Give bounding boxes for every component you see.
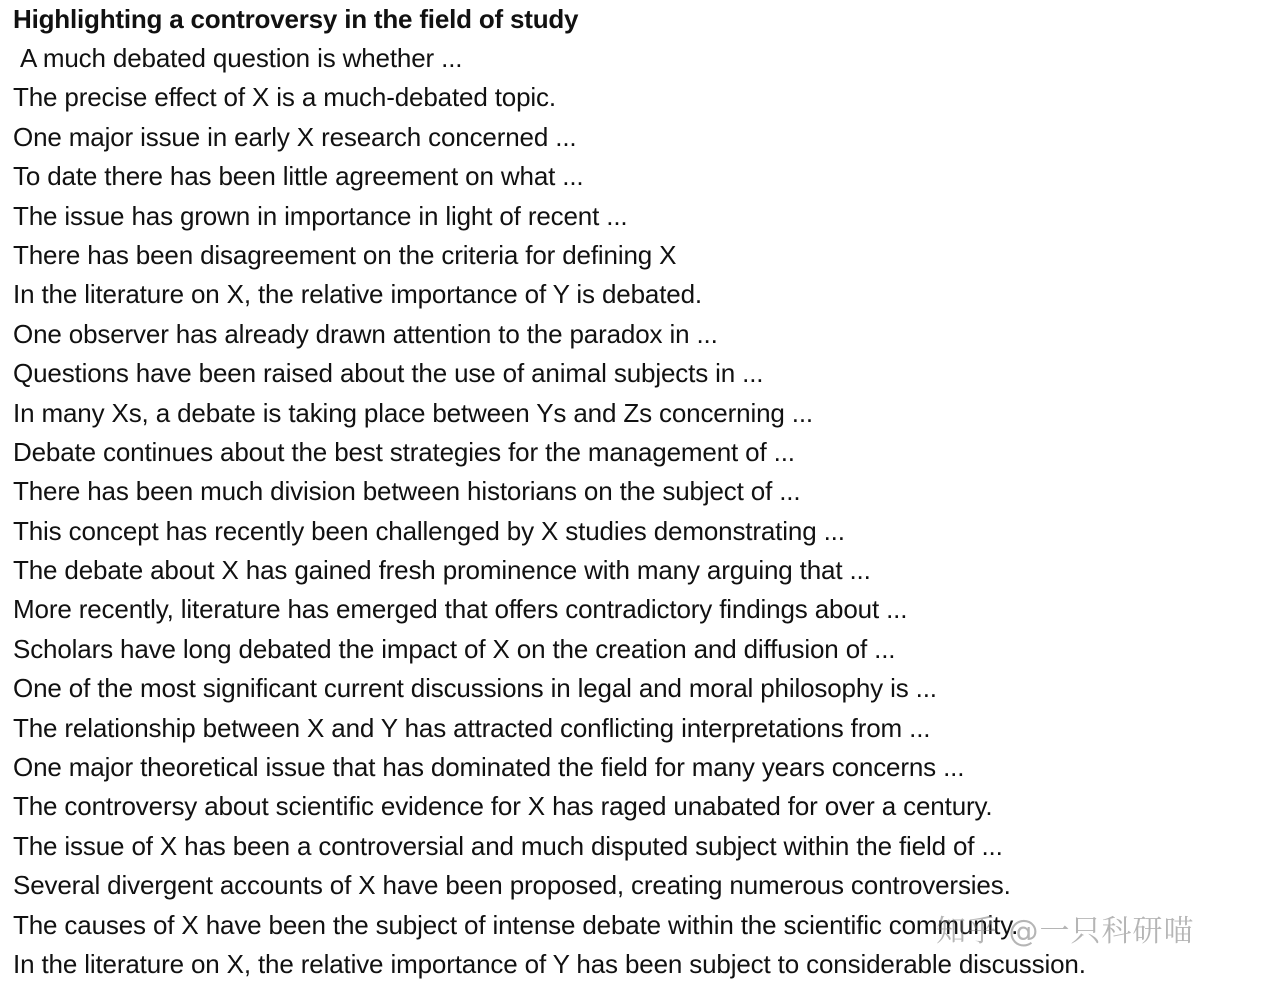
phrase-line: The causes of X have been the subject of intense debate within the scientific community.	[13, 909, 1019, 940]
phrase-line: Scholars have long debated the impact of X on the creation and diffusion of ...	[13, 633, 896, 664]
phrase-line: The issue of X has been a controversial and much disputed subject within the field of ...	[13, 830, 1003, 861]
document-body	[13, 0, 1273, 984]
phrase-line: In the literature on X, the relative importance of Y has been subject to considerable discussion.	[13, 948, 1086, 979]
phrase-line: Several divergent accounts of X have been proposed, creating numerous controversies.	[13, 870, 1011, 901]
phrase-line: More recently, literature has emerged that offers contradictory findings about ...	[13, 594, 908, 625]
phrase-line: The relationship between X and Y has attracted conflicting interpretations from ...	[13, 712, 931, 743]
phrase-line: In the literature on X, the relative importance of Y is debated.	[13, 279, 702, 310]
phrase-line: Debate continues about the best strategies for the management of ...	[13, 436, 795, 467]
phrase-line: One major theoretical issue that has dominated the field for many years concerns ...	[13, 752, 965, 783]
phrase-line: In many Xs, a debate is taking place between Ys and Zs concerning ...	[13, 397, 813, 428]
phrase-line: The precise effect of X is a much-debated topic.	[13, 82, 556, 113]
phrase-line: This concept has recently been challenged by X studies demonstrating ...	[13, 515, 845, 546]
phrase-line: One of the most significant current discussions in legal and moral philosophy is ...	[13, 673, 937, 704]
phrase-line: A much debated question is whether ...	[20, 43, 463, 73]
phrase-line: Questions have been raised about the use of animal subjects in ...	[13, 358, 764, 389]
phrase-line: To date there has been little agreement on what ...	[13, 161, 584, 192]
phrase-line: The controversy about scientific evidence for X has raged unabated for over a century.	[13, 791, 993, 822]
phrase-line: There has been disagreement on the criteria for defining X	[13, 239, 677, 270]
section-heading: Highlighting a controversy in the field of study	[13, 4, 579, 34]
phrase-line: One major issue in early X research concerned ...	[13, 121, 577, 152]
phrase-line: One observer has already drawn attention to the paradox in ...	[13, 318, 718, 349]
phrase-line: There has been much division between historians on the subject of ...	[13, 476, 801, 507]
watermark: 知乎 @一只科研喵	[936, 914, 1195, 949]
phrase-line: The debate about X has gained fresh prominence with many arguing that ...	[13, 555, 871, 586]
phrase-line: The issue has grown in importance in light of recent ...	[13, 200, 628, 231]
